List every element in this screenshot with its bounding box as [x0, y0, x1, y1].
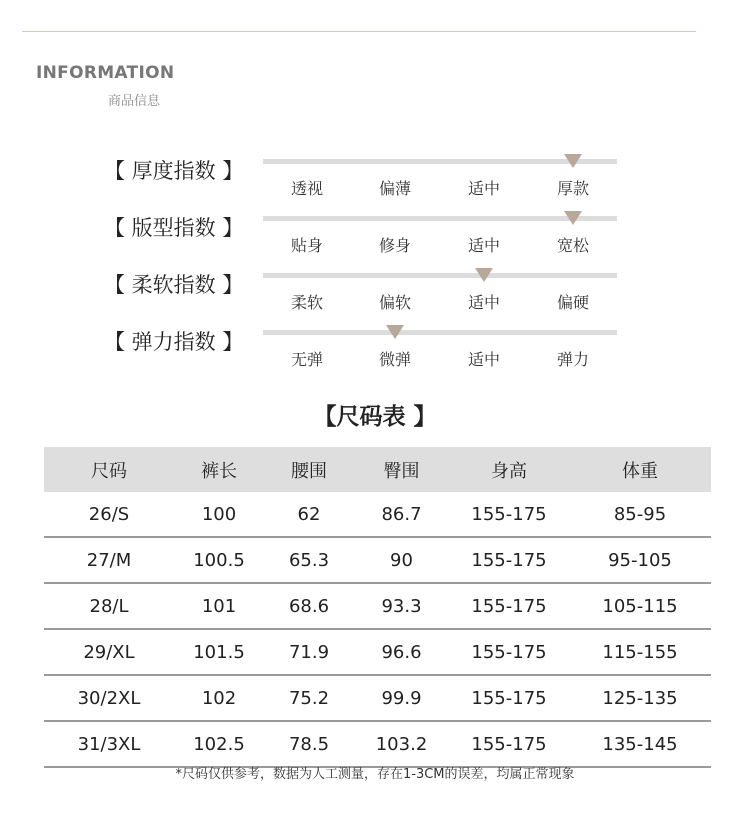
table-cell: 65.3 — [264, 537, 354, 583]
table-cell: 102.5 — [174, 721, 264, 767]
table-cell: 29/XL — [44, 629, 174, 675]
table-cell: 101.5 — [174, 629, 264, 675]
table-cell: 155-175 — [449, 629, 569, 675]
index-scale-bar — [263, 273, 617, 278]
index-option: 透视 — [290, 179, 323, 198]
header-weight: 体重 — [569, 447, 711, 492]
top-divider — [22, 31, 696, 32]
index-option: 无弹 — [290, 350, 323, 369]
table-cell: 103.2 — [354, 721, 449, 767]
index-option: 适中 — [467, 236, 500, 255]
index-scale-bar — [263, 330, 617, 335]
table-cell: 155-175 — [449, 583, 569, 629]
table-cell: 78.5 — [264, 721, 354, 767]
index-option: 适中 — [467, 179, 500, 198]
index-option: 柔软 — [290, 293, 323, 312]
info-title-en: INFORMATION — [36, 63, 175, 83]
index-marker — [475, 268, 493, 282]
table-cell: 100 — [174, 492, 264, 537]
index-row-thickness — [0, 155, 750, 205]
table-cell: 115-155 — [569, 629, 711, 675]
index-option: 适中 — [467, 350, 500, 369]
table-cell: 155-175 — [449, 721, 569, 767]
index-option: 厚款 — [556, 179, 589, 198]
header-waist: 腰围 — [264, 447, 354, 492]
table-cell: 105-115 — [569, 583, 711, 629]
index-label: 【 弹力指数 】 — [104, 330, 244, 354]
table-row — [44, 721, 711, 767]
table-row — [44, 492, 711, 537]
index-row-softness — [0, 269, 750, 319]
table-cell: 100.5 — [174, 537, 264, 583]
table-cell: 90 — [354, 537, 449, 583]
index-option: 修身 — [378, 236, 411, 255]
table-cell: 155-175 — [449, 492, 569, 537]
table-cell: 125-135 — [569, 675, 711, 721]
header-size: 尺码 — [44, 447, 174, 492]
table-header-row — [44, 447, 711, 492]
table-cell: 30/2XL — [44, 675, 174, 721]
size-footnote: *尺码仅供参考，数据为人工测量，存在1-3CM的误差，均属正常现象 — [175, 767, 575, 782]
index-option: 适中 — [467, 293, 500, 312]
table-cell: 85-95 — [569, 492, 711, 537]
table-cell: 155-175 — [449, 675, 569, 721]
size-table — [44, 447, 711, 768]
table-cell: 95-105 — [569, 537, 711, 583]
table-cell: 26/S — [44, 492, 174, 537]
header-height: 身高 — [449, 447, 569, 492]
table-row — [44, 629, 711, 675]
table-cell: 75.2 — [264, 675, 354, 721]
table-cell: 86.7 — [354, 492, 449, 537]
table-cell: 31/3XL — [44, 721, 174, 767]
table-cell: 155-175 — [449, 537, 569, 583]
index-option: 弹力 — [556, 350, 589, 369]
size-chart-title: 【尺码表 】 — [313, 404, 437, 430]
table-cell: 93.3 — [354, 583, 449, 629]
index-marker — [564, 154, 582, 168]
table-cell: 27/M — [44, 537, 174, 583]
table-row — [44, 583, 711, 629]
index-label: 【 柔软指数 】 — [104, 273, 244, 297]
index-label: 【 版型指数 】 — [104, 216, 244, 240]
table-cell: 68.6 — [264, 583, 354, 629]
table-cell: 135-145 — [569, 721, 711, 767]
table-cell: 62 — [264, 492, 354, 537]
index-option: 偏硬 — [556, 293, 589, 312]
header-hip: 臀围 — [354, 447, 449, 492]
table-row — [44, 675, 711, 721]
index-option: 偏薄 — [378, 179, 411, 198]
table-cell: 96.6 — [354, 629, 449, 675]
info-title-cn: 商品信息 — [108, 94, 161, 109]
index-option: 微弹 — [378, 350, 411, 369]
index-option: 贴身 — [290, 236, 323, 255]
index-scale-bar — [263, 159, 617, 164]
header-length: 裤长 — [174, 447, 264, 492]
index-option: 偏软 — [378, 293, 411, 312]
table-cell: 28/L — [44, 583, 174, 629]
index-row-fit — [0, 212, 750, 262]
table-row — [44, 537, 711, 583]
index-marker — [386, 325, 404, 339]
table-cell: 71.9 — [264, 629, 354, 675]
index-scale-bar — [263, 216, 617, 221]
table-cell: 101 — [174, 583, 264, 629]
index-option: 宽松 — [556, 236, 589, 255]
index-label: 【 厚度指数 】 — [104, 159, 244, 183]
index-marker — [564, 211, 582, 225]
table-cell: 102 — [174, 675, 264, 721]
index-row-elasticity — [0, 326, 750, 376]
table-cell: 99.9 — [354, 675, 449, 721]
